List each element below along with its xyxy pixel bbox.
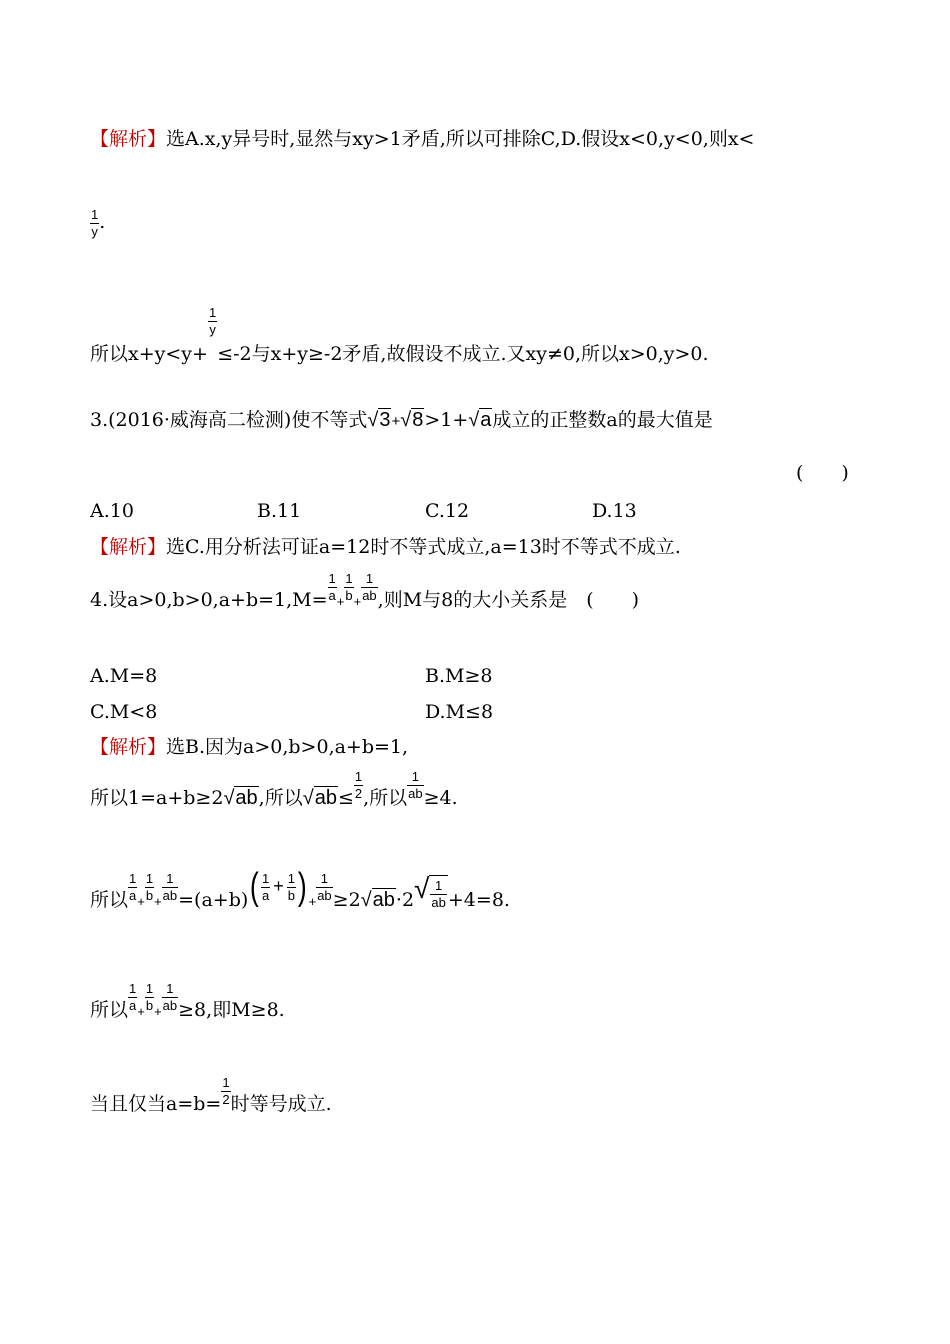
fraction-denominator: y (209, 322, 216, 337)
den: ab (162, 888, 178, 903)
text: 所以 (90, 889, 129, 911)
fraction-numerator: 1 (91, 207, 99, 222)
fraction-numerator: 1 (208, 305, 217, 320)
radicand: a (480, 409, 492, 431)
text: +4=8. (447, 889, 510, 911)
fraction-1-over-ab (407, 770, 423, 800)
text: ≤ (337, 787, 354, 809)
sqrt-1-over-ab: √ $\frac{1}{ab}$ (414, 873, 446, 910)
radicand: 3 (379, 409, 391, 431)
sqrt-ab: √ab (360, 889, 395, 911)
fraction-1-over-a (128, 872, 137, 902)
den: ab (162, 998, 178, 1013)
fraction-1-over-ab (430, 879, 446, 909)
num: 1 (145, 981, 154, 996)
num: 1 (320, 871, 329, 886)
sqrt-8: √8 (400, 409, 424, 431)
den: a (261, 888, 270, 903)
plus: + (154, 894, 162, 909)
analysis-line-3 (90, 306, 709, 364)
analysis-text: 选B.因为a>0,b>0,a+b=1, (166, 736, 409, 758)
right-paren: ) (297, 866, 307, 908)
num: 1 (354, 769, 363, 784)
sqrt-ab: √ab (223, 787, 258, 809)
text: ≥2 (332, 889, 361, 911)
question-3-prefix: 3.(2016·威海高二检测)使不等式 (90, 409, 368, 431)
text: ≤-2与x+y≥-2矛盾,故假设不成立.又xy≠0,所以x>0,y>0. (217, 343, 709, 365)
fraction-denominator: y (91, 224, 98, 239)
left-paren: ( (250, 866, 260, 908)
option-b: B.M≥8 (425, 665, 493, 687)
text: =(a+b) (178, 889, 249, 911)
num: 1 (345, 571, 353, 586)
fraction-1-over-b (287, 872, 296, 902)
fraction-1-over-a (261, 872, 270, 902)
plus: + (308, 894, 317, 909)
plus: + (336, 594, 345, 609)
text: ,所以 (363, 787, 408, 809)
den: ab (408, 786, 423, 801)
num: 1 (261, 871, 270, 886)
fraction-1-over-a (328, 572, 337, 602)
den: b (287, 888, 295, 903)
analysis-line-1 (90, 130, 754, 149)
plus: + (353, 594, 362, 609)
analysis-tag: 【解析】 (90, 128, 167, 150)
den: a (129, 998, 137, 1013)
fraction-1-over-ab (162, 872, 178, 902)
fraction-1-over-b (145, 872, 154, 902)
option-a: A.10 (90, 500, 134, 522)
den: ab (362, 588, 377, 603)
analysis-q4-4 (90, 982, 285, 1020)
num: 1 (145, 871, 154, 886)
num: 1 (166, 871, 174, 886)
num: 1 (287, 871, 295, 886)
option-d: D.M≤8 (425, 701, 494, 723)
analysis-q4-2 (90, 770, 458, 808)
analysis-q4-3 (90, 868, 510, 910)
sqrt-a: √a (468, 409, 492, 431)
num: 1 (365, 571, 374, 586)
den: a (328, 588, 336, 603)
text: 当且仅当a=b= (90, 1093, 222, 1115)
text: 所以x+y<y+ (90, 343, 208, 365)
den: a (129, 888, 137, 903)
text: ,所以 (258, 787, 303, 809)
plus: + (154, 1004, 162, 1019)
question-3-suffix: 成立的正整数a的最大值是 (492, 409, 713, 431)
text: 所以1=a+b≥2 (90, 787, 224, 809)
option-d: D.13 (592, 500, 637, 522)
num: 1 (129, 871, 137, 886)
question-4-suffix: ,则M与8的大小关系是 ( ) (377, 589, 640, 611)
text: >1+ (424, 409, 469, 431)
radicand: ab (235, 787, 258, 809)
den: ab (431, 894, 446, 910)
fraction-1-over-2 (354, 770, 363, 800)
analysis-tag: 【解析】 (90, 736, 167, 758)
text: ≥8,即M≥8. (178, 999, 285, 1021)
den: 2 (354, 786, 363, 801)
analysis-tag: 【解析】 (90, 536, 167, 558)
period: . (99, 211, 106, 233)
fraction-1-over-b (145, 982, 154, 1012)
num: 1 (222, 1075, 230, 1090)
option-b: B.11 (257, 500, 302, 522)
den: b (345, 588, 353, 603)
fraction-1-over-b (344, 572, 353, 602)
fraction-1-over-y-2 (208, 306, 217, 336)
den: b (145, 998, 154, 1013)
num: 1 (328, 571, 336, 586)
question-4-prefix: 4.设a>0,b>0,a+b=1,M= (90, 589, 328, 611)
question-3 (90, 410, 713, 430)
option-c: C.12 (425, 500, 470, 522)
plus: + (391, 413, 401, 430)
analysis-q4-1 (90, 738, 408, 757)
radicand: 8 (412, 409, 424, 431)
text: 时等号成立. (230, 1093, 332, 1115)
den: ab (317, 888, 332, 903)
num: 1 (166, 981, 174, 996)
sqrt-ab: √ab (302, 787, 337, 809)
option-c: C.M<8 (90, 701, 158, 723)
radicand: ab (314, 787, 337, 809)
plus: + (273, 876, 284, 896)
plus: + (137, 1004, 145, 1019)
analysis-q3 (90, 538, 681, 557)
fraction-1-over-ab (316, 872, 332, 902)
fraction-1-over-2 (221, 1076, 230, 1106)
num: 1 (411, 769, 419, 784)
sqrt-3: √3 (367, 409, 391, 431)
den: b (145, 888, 154, 903)
option-a: A.M=8 (90, 665, 158, 687)
num: 1 (129, 981, 137, 996)
num: 1 (435, 877, 443, 893)
fraction-1-over-ab (361, 572, 377, 602)
radicand: ab (372, 889, 395, 911)
fraction-1-over-ab (162, 982, 178, 1012)
analysis-text: 选A.x,y异号时,显然与xy>1矛盾,所以可排除C,D.假设x<0,y<0,则x< (166, 128, 755, 150)
text: 所以 (90, 999, 129, 1021)
analysis-line-2 (90, 208, 105, 238)
fraction-1-over-a (128, 982, 137, 1012)
answer-paren: ( ) (796, 462, 849, 484)
analysis-q4-5 (90, 1076, 332, 1114)
question-4 (90, 572, 639, 610)
analysis-text: 选C.用分析法可证a=12时不等式成立,a=13时不等式不成立. (166, 536, 681, 558)
fraction-1-over-y (90, 208, 99, 238)
text: ≥4. (423, 787, 458, 809)
plus: + (137, 894, 145, 909)
den: 2 (222, 1092, 230, 1107)
text: ·2 (395, 889, 415, 911)
